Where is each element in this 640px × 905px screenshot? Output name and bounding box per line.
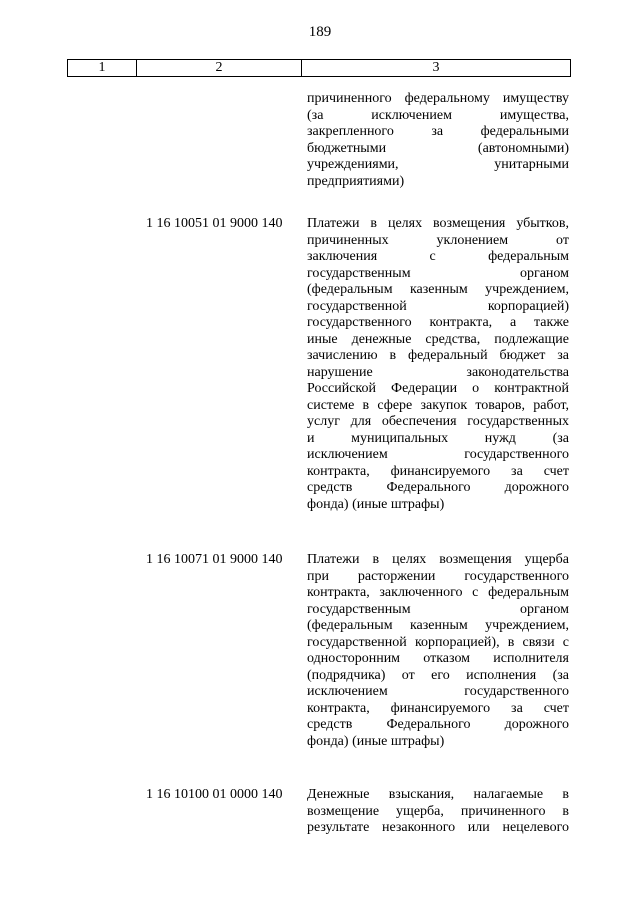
description-line: фонда) (иные штрафы) [307,733,445,749]
description-line: государственной корпорацией), в связи с [307,634,569,650]
description-line: государственного контракта, а также [307,315,569,330]
budget-classification-code: 1 16 10051 01 9000 140 [146,216,283,231]
budget-classification-code: 1 16 10071 01 9000 140 [146,552,283,567]
description-line: возмещение ущерба, причиненного в [307,803,569,819]
description-line: (федеральным казенным учреждением, [307,282,569,297]
description-line: исключением государственного [307,447,569,462]
column-header-1: 1 [68,60,137,76]
description-line: и муниципальных нужд (за [307,430,569,446]
column-header-3: 3 [432,60,440,75]
column-header-row [67,59,571,77]
description-line: односторонним отказом исполнителя [307,651,569,666]
description-line: исключением государственного [307,684,569,699]
description-line: государственным органом [307,265,569,281]
description-line: контракта, заключенного с федеральным [307,585,569,600]
description-line: нарушение законодательства [307,364,569,380]
description-line: Российской Федерации о контрактной [307,381,569,396]
description-line: результате незаконного или нецелевого [307,820,569,835]
description-line: контракта, финансируемого за счет [307,463,569,479]
description-line: иные денежные средства, подлежащие [307,331,569,347]
description-line: бюджетными (автономными) [307,140,569,156]
description-line: закрепленного за федеральными [307,124,569,139]
column-header-2: 2 [137,60,302,76]
entry-description [307,787,569,837]
description-line: системе в сфере закупок товаров, работ, [307,397,569,413]
description-line: причиненного федеральному имуществу [307,91,569,106]
description-line: государственным органом [307,601,569,617]
description-line: предприятиями) [307,173,405,189]
entry-description [307,552,569,750]
description-line: Денежные взыскания, налагаемые в [307,787,569,802]
page-number: 189 [308,24,332,40]
description-line: причиненных уклонением от [307,232,569,248]
description-line: контракта, финансируемого за счет [307,700,569,716]
description-line: (подрядчика) от его исполнения (за [307,667,569,683]
description-line: (федеральным казенным учреждением, [307,618,569,633]
description-line: учреждениями, унитарными [307,157,569,172]
description-line: услуг для обеспечения государственных [307,414,569,429]
description-line: государственной корпорацией) [307,298,569,314]
description-line: фонда) (иные штрафы) [307,496,445,512]
description-line: средств Федерального дорожного [307,480,569,495]
budget-classification-code: 1 16 10100 01 0000 140 [146,787,283,802]
description-line: при расторжении государственного [307,568,569,584]
description-line: средств Федерального дорожного [307,717,569,732]
description-line: Платежи в целях возмещения убытков, [307,216,569,231]
continuation-description [307,91,569,190]
description-line: заключения с федеральным [307,249,569,264]
description-line: Платежи в целях возмещения ущерба [307,552,569,567]
entry-description [307,216,569,513]
description-line: зачислению в федеральный бюджет за [307,348,569,363]
description-line: (за исключением имущества, [307,107,569,123]
